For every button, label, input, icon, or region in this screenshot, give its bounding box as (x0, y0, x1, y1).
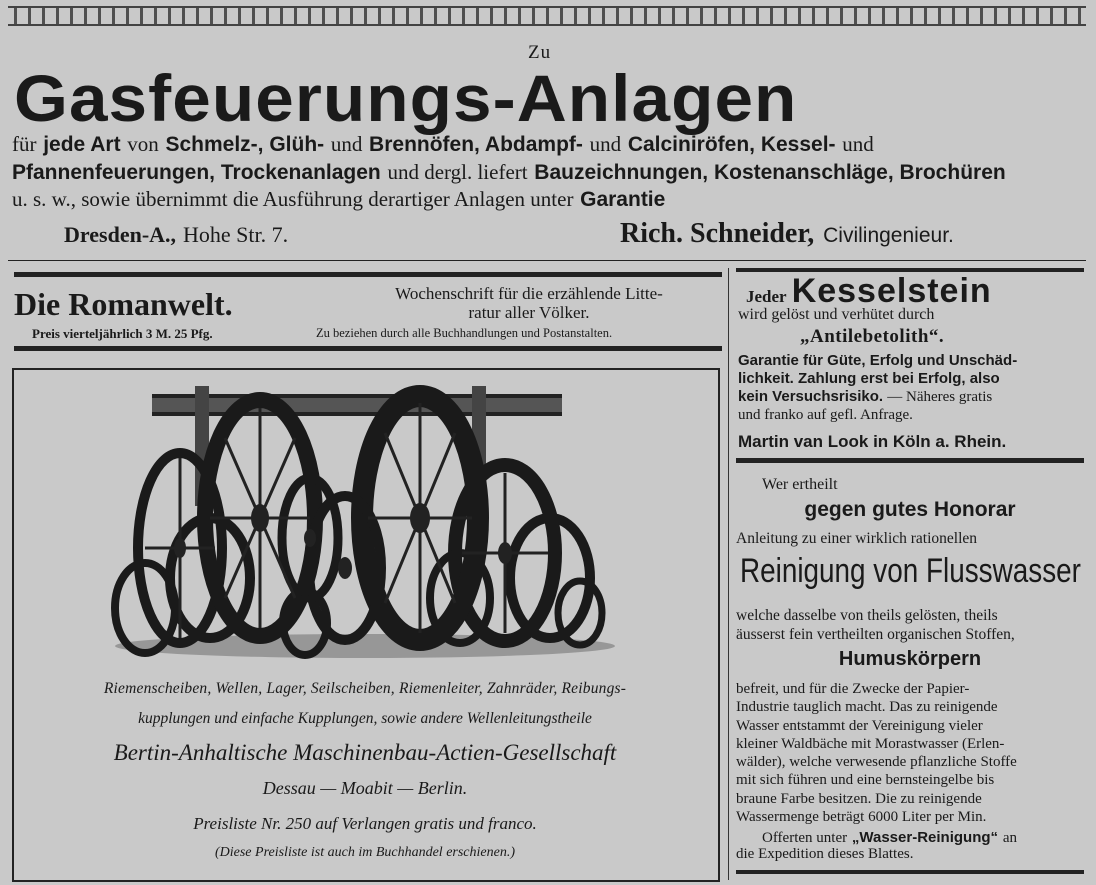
machine-products-line-1: Riemenscheiben, Wellen, Lager, Seilscheiben, Riemenleiter, Zahnräder, Reibungs- (103, 680, 627, 697)
kesselstein-title-line: Jeder Kesselstein (746, 272, 992, 310)
romanwelt-price: Preis vierteljährlich 3 M. 25 Pfg. (32, 326, 213, 341)
ornamental-border (8, 6, 1086, 26)
column-divider (728, 268, 729, 880)
top-line-1: für jede Art von Schmelz-, Glüh- und Brennöfen, Abdampf- und Calciniröfen, Kessel- und (12, 132, 874, 156)
wasser-body: befreit, und für die Zwecke der Papier- Industrie tauglich macht. Das zu reinigende Wasser entstammt der Vereinigung vieler kleiner Waldbäche mit Morastwasser (Erlen- wälder), welche verwesende pflanzliche Stoffe mit sich führen und eine bernsteingelbe bis braune Farbe besitzen. Die zu reinigende Wassermenge beträgt 6000 Liter per Min. (736, 681, 1017, 826)
wasser-l7: Humuskörpern (838, 648, 982, 670)
kesselstein-sender: Martin van Look in Köln a. Rhein. (738, 432, 1007, 451)
headline: Gasfeuerungs-Anlagen (14, 61, 798, 135)
romanwelt-rule-bottom (14, 346, 722, 351)
romanwelt-desc: Wochenschrift für die erzählende Litte- ratur aller Völker. (395, 284, 663, 322)
romanwelt-rule-top (14, 272, 722, 277)
machine-note: (Diese Preisliste ist auch im Buchhandel erschienen.) (214, 845, 515, 860)
top-address: Dresden-A., Hohe Str. 7. (64, 222, 289, 247)
romanwelt-obtain: Zu beziehen durch alle Buchhandlungen und Postanstalten. (316, 326, 613, 340)
machine-company: Bertin-Anhaltische Maschinenbau-Actien-Gesellschaft (113, 740, 617, 765)
romanwelt-title: Die Romanwelt. (14, 286, 233, 322)
kesselstein-guarantee: Garantie für Güte, Erfolg und Unschäd- lichkeit. Zahlung erst bei Erfolg, also kein Versuchsrisiko. — Näheres gratis und franko auf gefl. Anfrage. (738, 352, 1018, 423)
machine-pricelist: Preisliste Nr. 250 auf Verlangen gratis und franco. (193, 814, 537, 833)
divider-top (8, 260, 1086, 261)
wasser-offer: Offerten unter „Wasser-Reinigung“ an (762, 829, 1017, 846)
kesselstein-rule-bottom (736, 458, 1084, 463)
kesselstein-product: „Antilebetolith“. (800, 326, 945, 347)
wasser-l1: Wer ertheilt (762, 476, 838, 493)
pulley-illustration (100, 378, 630, 668)
wasser-expedition: die Expedition dieses Blattes. (736, 846, 914, 862)
wasser-l4: Reinigung von Flusswasser (740, 552, 1081, 590)
machine-cities: Dessau — Moabit — Berlin. (262, 778, 468, 798)
wasser-l5-l6: welche dasselbe von theils gelösten, theils äusserst fein vertheilten organischen Stoffen, (736, 607, 1015, 643)
kesselstein-line1: wird gelöst und verhütet durch (738, 306, 935, 323)
zu-label: Zu (528, 42, 552, 63)
wasser-rule-bottom (736, 870, 1084, 874)
wasser-l3: Anleitung zu einer wirklich rationellen (736, 530, 978, 547)
machine-products-line-2: kupplungen und einfache Kupplungen, sowie andere Wellenleitungstheile (138, 710, 592, 727)
top-line-2: Pfannenfeuerungen, Trockenanlagen und dergl. liefert Bauzeichnungen, Kostenanschläge, Brochüren (12, 160, 1006, 184)
top-signature: Rich. Schneider, Civilingenieur. (620, 218, 954, 249)
wasser-l2: gegen gutes Honorar (804, 498, 1016, 521)
top-line-3: u. s. w., sowie übernimmt die Ausführung derartiger Anlagen unter Garantie (12, 187, 666, 211)
